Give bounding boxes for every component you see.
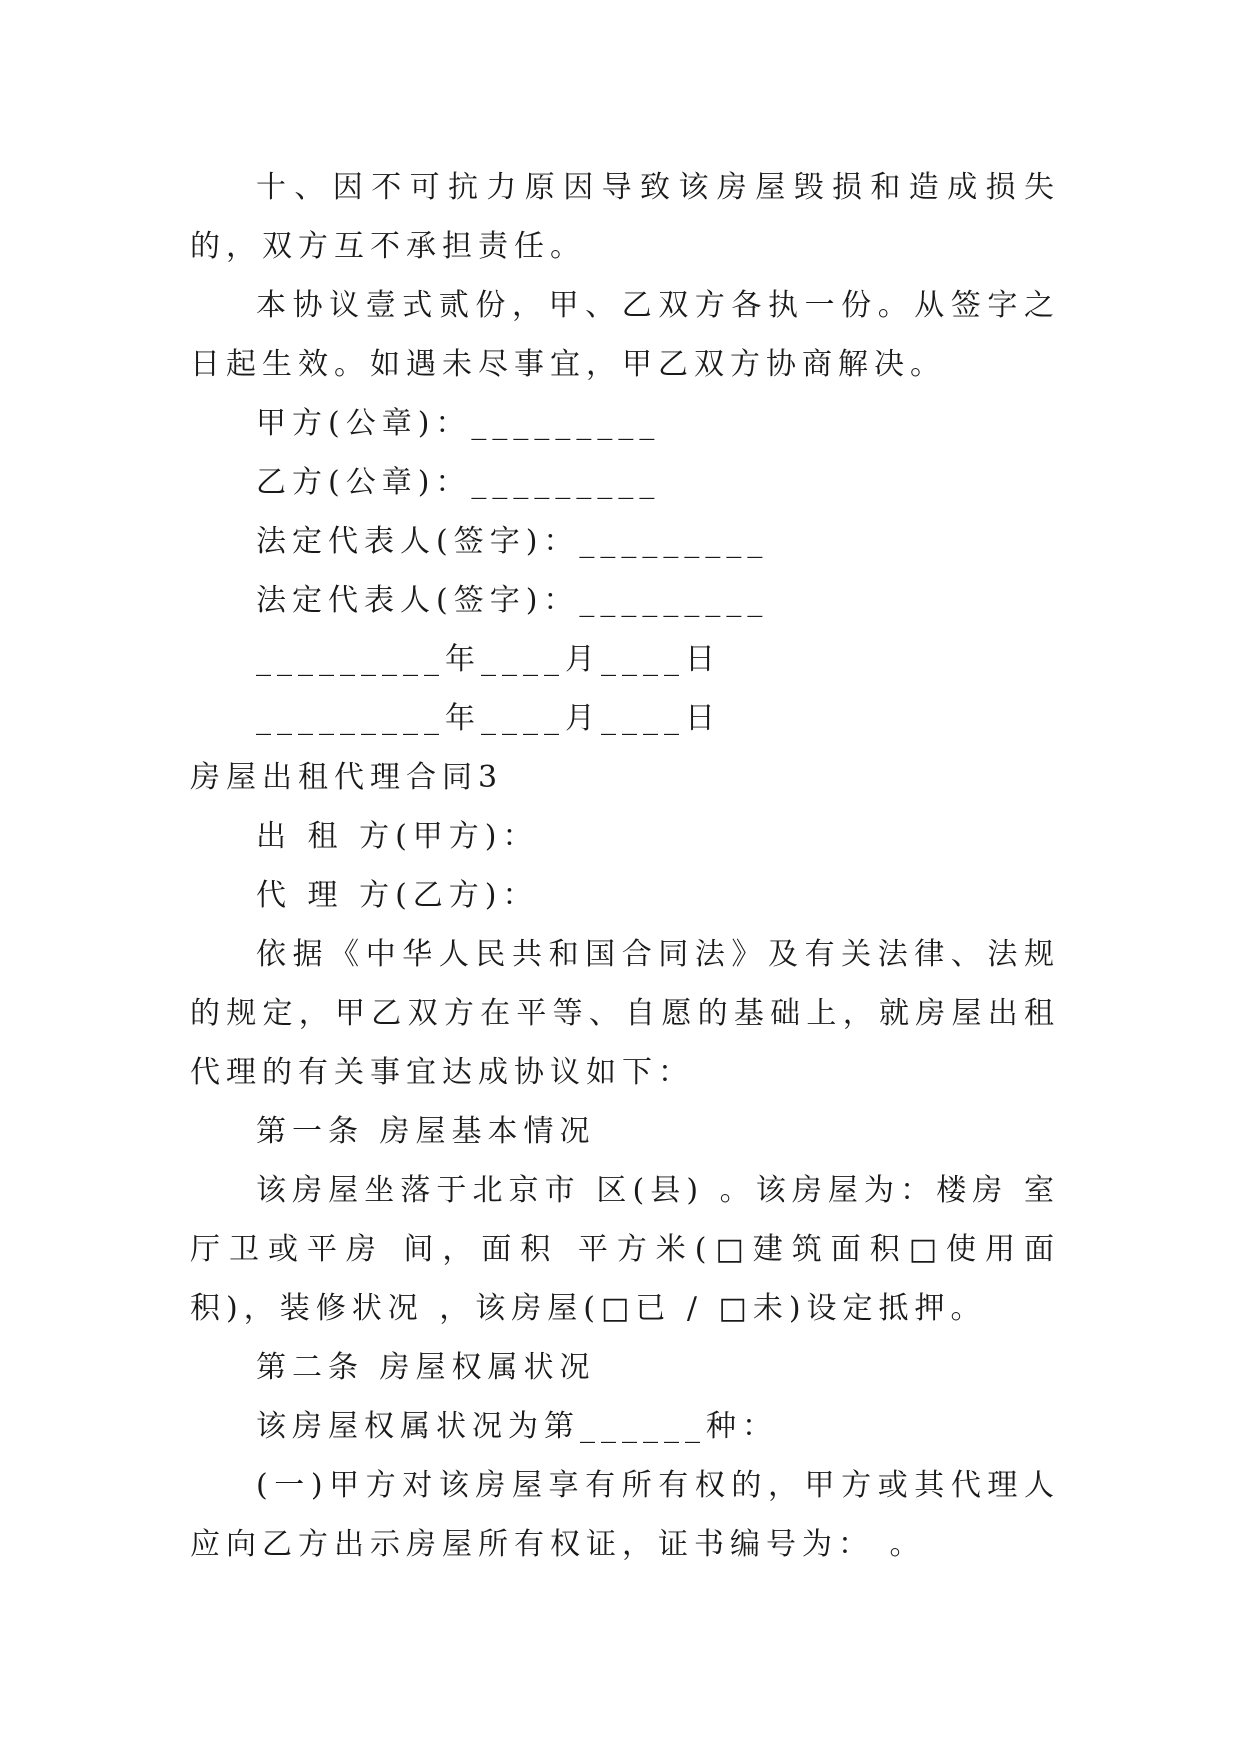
preamble-paragraph: 依据《中华人民共和国合同法》及有关法律、法规的规定，甲乙双方在平等、自愿的基础上，就房屋出租代理的有关事宜达成协议如下： (190, 937, 1060, 1090)
contract-title: 房屋出租代理合同3 (190, 760, 504, 795)
date-line: _________年____月____日 (256, 642, 721, 677)
copies-paragraph: 本协议壹式贰份，甲、乙双方各执一份。从签字之日起生效。如遇未尽事宜，甲乙双方协商解决。 (190, 288, 1060, 382)
article-1-heading: 第一条 房屋基本情况 (256, 1114, 596, 1149)
agent-line: 代 理 方(乙方)： (256, 878, 539, 913)
article-2-intro: 该房屋权属状况为第______种： (256, 1409, 778, 1444)
article-1-body: 该房屋坐落于北京市 区(县) 。该房屋为：楼房 室 厅卫或平房 间，面积 平方米(□建筑面积□使用面积)，装修状况 ，该房屋(□已 / □未)设定抵押。 (190, 1173, 1076, 1326)
clause-10-paragraph: 十、因不可抗力原因导致该房屋毁损和造成损失的，双方互不承担责任。 (190, 170, 1060, 264)
legal-rep-signature-line: 法定代表人(签字)：_________ (256, 524, 769, 559)
article-2-heading: 第二条 房屋权属状况 (256, 1350, 596, 1385)
party-a-seal-line: 甲方(公章)：_________ (256, 406, 661, 441)
party-b-seal-line: 乙方(公章)：_________ (256, 465, 661, 500)
lessor-line: 出 租 方(甲方)： (256, 819, 539, 854)
date-line: _________年____月____日 (256, 701, 721, 736)
document-body (190, 158, 1076, 1574)
article-2-item-1: (一)甲方对该房屋享有所有权的，甲方或其代理人应向乙方出示房屋所有权证，证书编号为： 。 (190, 1468, 1060, 1562)
legal-rep-signature-line: 法定代表人(签字)：_________ (256, 583, 769, 618)
